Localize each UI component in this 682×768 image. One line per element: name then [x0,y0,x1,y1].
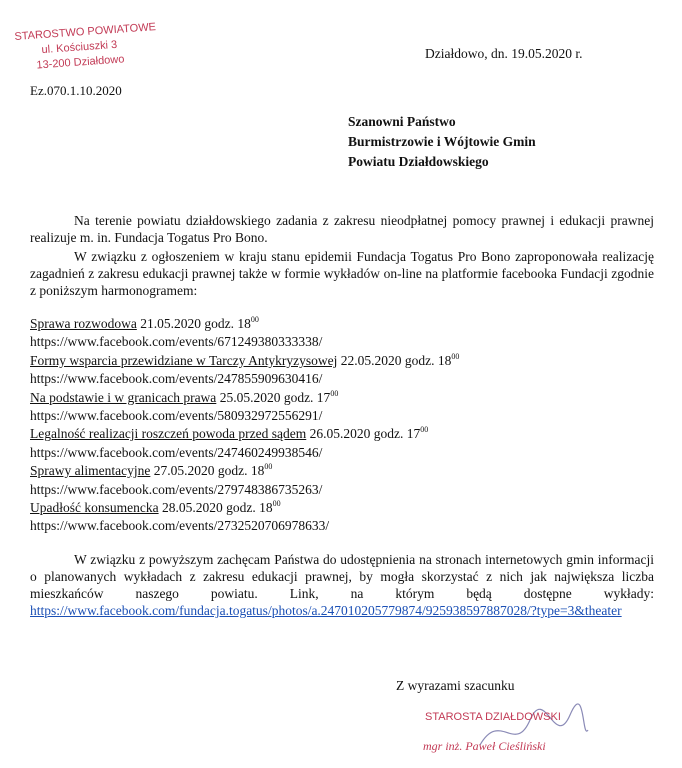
office-stamp [14,21,157,75]
lectures-link[interactable]: https://www.facebook.com/fundacja.togatus/photos/a.247010205779874/925938597887028/?type=3&theater [30,603,622,618]
schedule-item [30,389,459,407]
lecture-topic: Sprawy alimentacyjne [30,463,151,479]
paragraph-intro: Na terenie powiatu działdowskiego zadania z zakresu nieodpłatnej pomocy prawnej i edukacji prawnej realizuje m. in. Fundacja Togatus Pro Bono. [30,213,654,245]
schedule-item [30,352,459,370]
lecture-topic: Sprawa rozwodowa [30,316,137,331]
lecture-time-minutes: 00 [264,462,273,472]
stamp-line-3: 13-200 Działdowo [36,53,125,72]
closing-phrase: Z wyrazami szacunku [396,678,515,693]
lecture-topic: Upadłość konsumencka [30,500,159,516]
addressee-line-2: Burmistrzowie i Wójtowie Gmin [348,134,536,149]
schedule-item [30,462,459,480]
paragraph-epidemic: W związku z ogłoszeniem w kraju stanu epidemii Fundacja Togatus Pro Bono zaproponowała realizację zagadnień z zakresu edukacji prawnej także w formie wykładów on-line na platformie facebooka Fundacji zgodnie z poniższym harmonogramem: [30,249,654,298]
lecture-date: 28.05.2020 godz. 18 [158,500,273,516]
lecture-topic: Formy wsparcia przewidziane w Tarczy Antykryzysowej [30,352,338,368]
event-url[interactable]: https://www.facebook.com/events/671249380333338/ [30,334,323,350]
addressee-block [348,112,536,172]
lecture-date: 21.05.2020 godz. 18 [136,316,251,331]
event-url[interactable]: https://www.facebook.com/events/247460249938546/ [30,444,323,460]
lecture-topic: Na podstawie i w granicach prawa [30,389,217,405]
lecture-time-minutes: 00 [272,499,281,509]
lecture-date: 26.05.2020 godz. 17 [306,426,421,442]
lecture-date: 27.05.2020 godz. 18 [150,463,265,479]
lecture-time-minutes: 00 [330,388,339,398]
signatory-name: mgr inż. Paweł Cieśliński [423,739,546,753]
event-url[interactable]: https://www.facebook.com/events/2732520706978633/ [30,518,330,534]
paragraph-request [30,551,654,619]
lecture-time-minutes: 00 [451,351,460,361]
schedule-item [30,425,459,443]
lecture-time-minutes: 00 [250,315,259,324]
stamp-line-1: STAROSTWO POWIATOWE [14,21,157,43]
event-url[interactable]: https://www.facebook.com/events/580932972556291/ [30,408,323,424]
lecture-topic: Legalność realizacji roszczeń powoda przed sądem [30,426,307,442]
schedule-item [30,315,459,333]
reference-number: Ez.070.1.10.2020 [30,83,122,98]
signatory-title: STAROSTA DZIAŁDOWSKI [425,711,561,723]
addressee-line-3: Powiatu Działdowskiego [348,154,489,169]
request-text: W związku z powyższym zachęcam Państwa do udostępnienia na stronach internetowych gmin informacji o planowanych wykładach z zakresu edukacji prawnej, by mogła skorzystać z nich jak największa liczba mieszkańców naszego powiatu. Link, na którym będą dostępne wykłady: [30,552,654,601]
lecture-time-minutes: 00 [420,425,429,435]
place-date: Działdowo, dn. 19.05.2020 r. [425,46,583,61]
stamp-line-2: ul. Kościuszki 3 [41,38,118,57]
lecture-schedule [30,315,459,536]
lecture-date: 25.05.2020 godz. 17 [216,389,331,405]
schedule-item [30,499,459,517]
lecture-date: 22.05.2020 godz. 18 [337,352,452,368]
event-url[interactable]: https://www.facebook.com/events/279748386735263/ [30,481,323,497]
addressee-line-1: Szanowni Państwo [348,114,456,129]
event-url[interactable]: https://www.facebook.com/events/247855909630416/ [30,371,323,387]
